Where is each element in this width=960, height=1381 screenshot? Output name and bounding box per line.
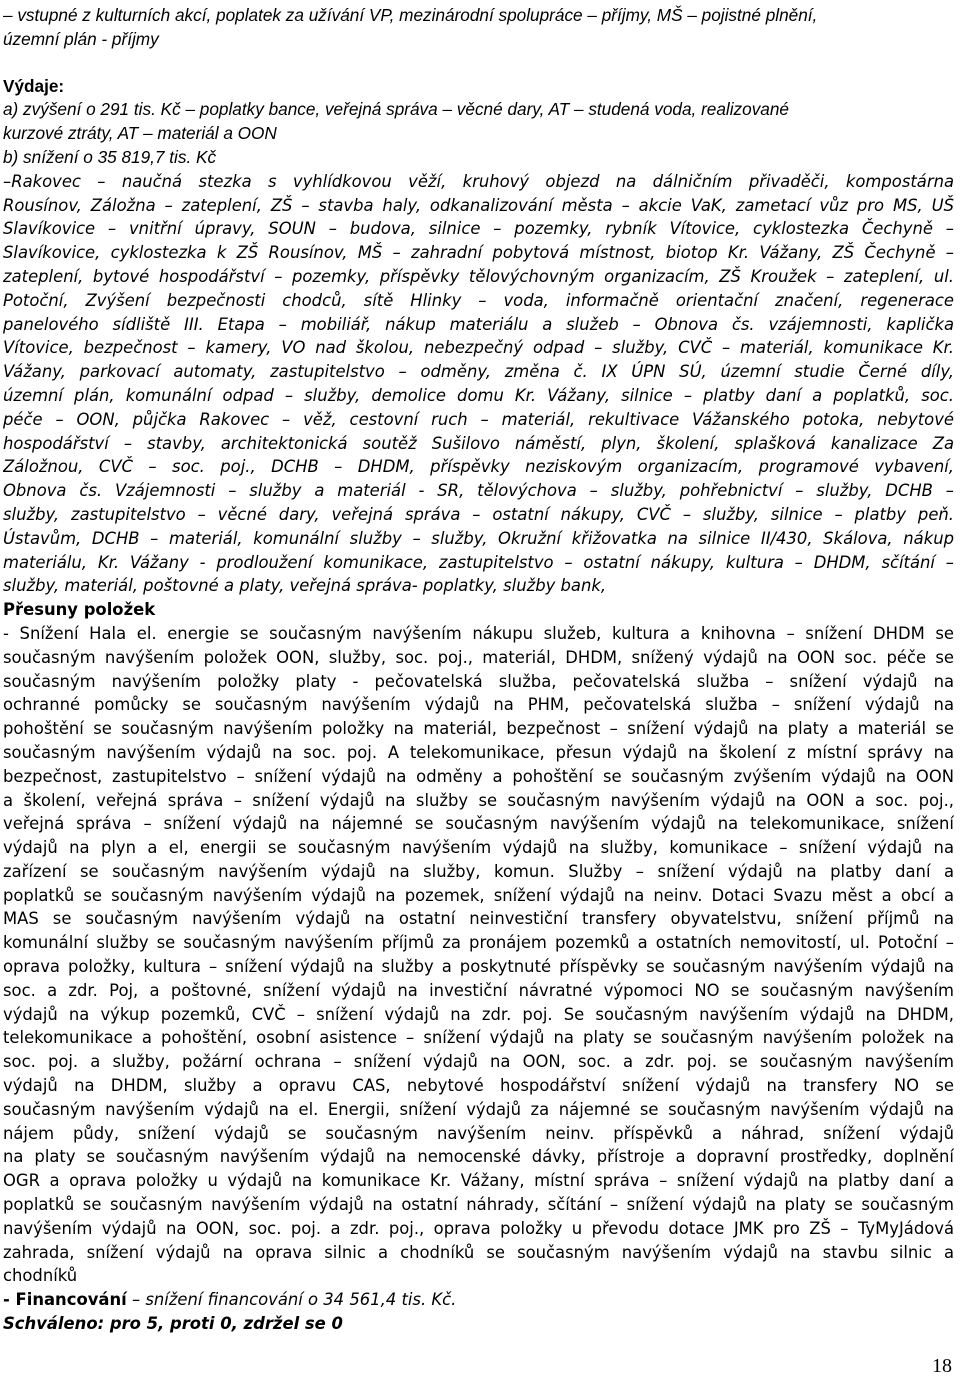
text-line: Záložnou, CVČ – soc. poj., DCHB – DHDM, příspěvky neziskovým organizacím, programové vybavení, [3,457,954,477]
text-line: zahrada, snížení výdajů na oprava silnic a chodníků se současným navýšením výdajů na stavbu silnic a [3,1242,954,1262]
text-line: zařízení se současným navýšením výdajů na služby, komun. Služby – snížení výdajů na platby daní a [3,861,954,881]
text-line: Vážany, parkovací automaty, zastupitelstvo – odměny, změna č. IX ÚPN SÚ, územní studie Černé díly, [3,362,954,382]
text-line: zateplení, bytové hospodářství – pozemky, příspěvky tělovýchovným organizacím, ZŠ Kroužek – zateplení, ul. [3,266,954,286]
text-line: služby, zastupitelstvo – věcné dary, veřejná správa – ostatní nákupy, CVČ – služby, silnice – platby peň. [3,504,954,524]
text-line: soc. poj. a služby, požární ochrana – snížení výdajů na OON, soc. a zdr. poj. se současným navýšením [3,1052,954,1072]
text-line: výdajů na DHDM, služby a opravu CAS, nebytové hospodářství snížení výdajů na transfery NO se [3,1076,954,1096]
text-line: současným navýšením výdajů na el. Energii, snížení výdajů za nájemné se současným navýšením výdajů na [3,1099,954,1119]
text-line: péče – OON, půjčka Rakovec – věž, cestovní ruch – materiál, rekultivace Vážanského potoka, nebytové [3,409,954,429]
text-line: komunální služby se současným navýšením příjmů za pronájem pozemků a ostatních nemovitostí, ul. Potoční – [3,933,954,953]
text-line: poplatků se současným navýšením výdajů na ostatní náhrady, sčítání – snížení výdajů na platy se současným [3,1195,954,1215]
text-line: veřejná správa – snížení výdajů na nájemné se současným navýšením výdajů na telekomunikace, snížení [3,814,954,834]
text-line: územní plán - příjmy [3,28,159,49]
spacer [3,52,954,75]
text-line: Obnova čs. Vzájemnosti – služby a materiál - SR, tělovýchova – služby, pohřebnictví – služby, DCHB – [3,481,954,501]
text-line: soc. a zdr. Poj, a poštovné, snížení výdajů na investiční návratné výpomoci NO se současným navýšením [3,980,954,1000]
text-line: –Rakovec – naučná stezka s vyhlídkovou věží, kruhový objezd na dálničním přivaděči, kompostárna [3,171,954,191]
page-number: 18 [932,1355,952,1377]
financovani-label: - Financování [3,1290,127,1310]
text-line: Ústavům, DCHB – materiál, komunální služby – služby, Okružní křižovatka na silnice II/430, Skálova, nákup [3,528,954,548]
text-line: a) zvýšení o 291 tis. Kč – poplatky bance, veřejná správa – věcné dary, AT – studená voda, realizované [3,99,789,120]
financovani-text: – snížení financování o 34 561,4 tis. Kč. [126,1290,457,1310]
intro-section [3,4,954,52]
text-line: bezpečnost, zastupitelstvo – snížení výdajů na odměny a pohoštění se současným zvýšením výdajů na OON [3,766,954,786]
text-line: Potoční, Zvýšení bezpečnosti chodců, sítě Hlinky – voda, informačně orientační značení, regenerace [3,290,954,310]
text-line: výdajů na výkup pozemků, CVČ – snížení výdajů na zdr. poj. Se současným navýšením výdajů na DHDM, [3,1004,954,1024]
text-line: na platy se současným navýšením výdajů na nemocenské dávky, přístroje a dopravní prostředky, doplnění [3,1147,954,1167]
text-line: současným navýšením položky platy - pečovatelská služba, pečovatelská služba – snížení výdajů na [3,671,954,691]
text-line: Vítovice, bezpečnost – kamery, VO nad školou, nebezpečný odpad – služby, CVČ – materiál, komunikace Kr. [3,338,954,358]
text-line: ochranné pomůcky se současným navýšením výdajů na PHM, pečovatelská služba – snížení výdajů na [3,695,954,715]
text-line: b) snížení o 35 819,7 tis. Kč [3,146,217,167]
text-line: služby, materiál, poštovné a platy, veřejná správa- poplatky, služby bank, [3,576,607,596]
text-line: Slavíkovice – vnitřní úpravy, SOUN – budova, silnice – pozemky, rybník Vítovice, cyklostezka Čechyně – [3,219,954,239]
text-line: panelového sídliště III. Etapa – mobiliář, nákup materiálu a služeb – Obnova čs. vzájemnosti, kaplička [3,314,954,334]
presuny-paragraph [3,622,954,1288]
text-line: územní plán, komunální odpad – služby, demolice domu Kr. Vážany, silnice – platby daní a poplatků, soc. [3,385,954,405]
schvaleno-line: Schváleno: pro 5, proti 0, zdržel se 0 [3,1314,343,1334]
text-line: OGR a oprava položky u výdajů na komunikace Kr. Vážany, místní správa – snížení výdajů na platby daní a [3,1171,954,1191]
text-line: výdajů na plyn a el, energii se současným navýšením výdajů na služby, komunikace – snížení výdajů na [3,838,954,858]
text-line: současným navýšením výdajů na soc. poj. A telekomunikace, přesun výdajů na školení z místní správy na [3,742,954,762]
text-line: oprava položky, kultura – snížení výdajů na služby a poskytnuté příspěvky se současným navýšením výdajů na [3,957,954,977]
text-line: hospodářství – stavby, architektonická soutěž Sušilovo náměstí, plyn, školení, splašková kanalizace Za [3,433,954,453]
text-line: současným navýšením položek OON, služby, soc. poj., materiál, DHDM, snížený výdajů na OON soc. péče se [3,647,954,667]
text-line: - Snížení Hala el. energie se současným navýšením nákupu služeb, kultura a knihovna – snížení DHDM se [3,623,954,643]
text-line: a školení, veřejná správa – snížení výdajů na služby se současným navýšením výdajů na OON a soc. poj., [3,790,954,810]
text-line: Rousínov, Záložna – zateplení, ZŠ – stavba haly, odkanalizování města – akcie VaK, zametací vůz pro MS, UŠ [3,195,954,215]
text-line: navýšením výdajů na OON, soc. poj. a zdr. poj., oprava položky u převodu dotace JMK pro ZŠ – TyMyJádová [3,1218,954,1238]
text-line: MAS se současným navýšením výdajů na ostatní neinvestiční transfery obyvatelstvu, snížení příjmů na [3,909,954,929]
vydaje-section [3,98,954,169]
text-line: pohoštění se současným navýšením položky na materiál, bezpečnost – snížení výdajů na platy a materiál se [3,719,954,739]
text-line: chodníků [3,1266,78,1286]
financovani-line [3,1288,954,1312]
text-line: poplatků se současným navýšením výdajů na pozemek, snížení výdajů na neinv. Dotaci Svazu měst a obcí a [3,885,954,905]
vydaje-detail-paragraph [3,170,954,598]
document-page [3,4,954,1336]
text-line: – vstupné z kulturních akcí, poplatek za užívání VP, mezinárodní spolupráce – příjmy, MŠ – pojistné plnění, [3,5,818,25]
text-line: materiálu, Kr. Vážany - prodloužení komunikace, zastupitelstvo – ostatní nákupy, kultura – DHDM, sčítání – [3,552,954,572]
text-line: kurzové ztráty, AT – materiál a OON [3,123,277,144]
text-line: Slavíkovice, cyklostezka k ZŠ Rousínov, MŠ – zahradní pobytová místnost, biotop Kr. Vážany, ZŠ Čechyně – [3,243,954,263]
text-line: nájem půdy, snížení výdajů se současným navýšením neinv. příspěvků a náhrad, snížení výdajů [3,1123,954,1143]
presuny-heading: Přesuny položek [3,600,156,620]
vydaje-heading: Výdaje: [3,75,65,96]
text-line: telekomunikace a pohoštění, osobní asistence – snížení výdajů na platy se současným navýšením položek na [3,1028,954,1048]
